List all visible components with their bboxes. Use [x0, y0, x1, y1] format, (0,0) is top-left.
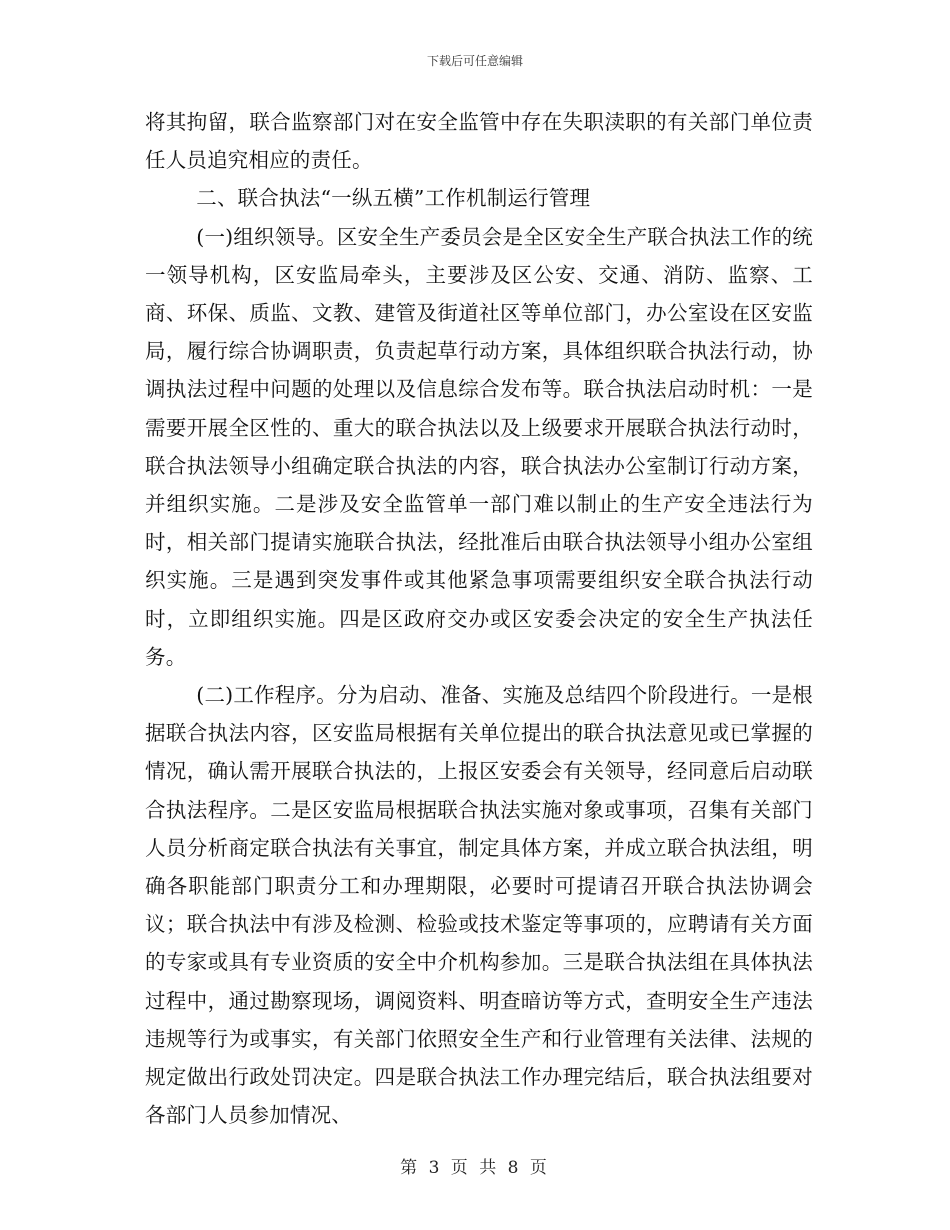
paragraph-continuation: 将其拘留，联合监察部门对在安全监管中存在失职渎职的有关部门单位责任人员追究相应的责任。 [145, 110, 813, 173]
paragraph-organization: (一)组织领导。区安全生产委员会是全区安全生产联合执法工作的统一领导机构，区安监局牵头，主要涉及区公安、交通、消防、监察、工商、环保、质监、文教、建管及街道社区等单位部门，办公室设在区安监局，履行综合协调职责，负责起草行动方案，具体组织联合执法行动，协调执法过程中问题的处理以及信息综合发布等。联合执法启动时机：一是需要开展全区性的、重大的联合执法以及上级要求开展联合执法行动时，联合执法领导小组确定联合执法的内容，联合执法办公室制订行动方案，并组织实施。二是涉及安全监管单一部门难以制止的生产安全违法行为时，相关部门提请实施联合执法，经批准后由联合执法领导小组办公室组织实施。三是遇到突发事件或其他紧急事项需要组织安全联合执法行动时，立即组织实施。四是区政府交办或区安委会决定的安全生产执法任务。 [145, 224, 813, 669]
paragraph-procedure: (二)工作程序。分为启动、准备、实施及总结四个阶段进行。一是根据联合执法内容，区安监局根据有关单位提出的联合执法意见或已掌握的情况，确认需开展联合执法的，上报区安委会有关领导，经同意后启动联合执法程序。二是区安监局根据联合执法实施对象或事项，召集有关部门人员分析商定联合执法有关事宜，制定具体方案，并成立联合执法组，明确各职能部门职责分工和办理期限，必要时可提请召开联合执法协调会议；联合执法中有涉及检测、检验或技术鉴定等事项的，应聘请有关方面的专家或具有专业资质的安全中介机构参加。三是联合执法组在具体执法过程中，通过勘察现场，调阅资料、明查暗访等方式，查明安全生产违法违规等行为或事实，有关部门依照安全生产和行业管理有关法律、法规的规定做出行政处罚决定。四是联合执法工作办理完结后，联合执法组要对各部门人员参加情况、 [145, 683, 813, 1128]
document-body [145, 103, 813, 1134]
section-heading: 二、联合执法“一纵五横”工作机制运行管理 [196, 186, 591, 211]
page-header: 下载后可任意编辑 [426, 54, 523, 68]
page-number: 第 3 页 共 8 页 [400, 1158, 550, 1178]
